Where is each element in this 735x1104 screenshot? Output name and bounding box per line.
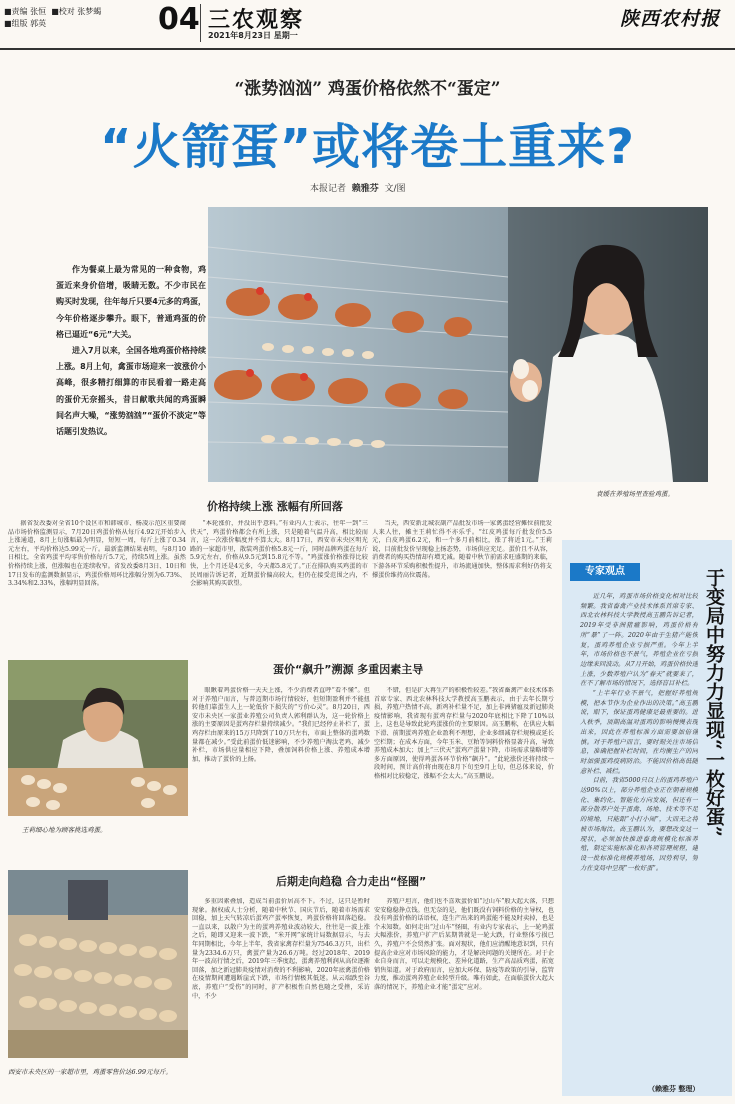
lead-paragraph: 进入7月以来，全国各地鸡蛋价格持续上涨。8月上旬，禽蛋市场迎来一波涨价小高峰，很多精打细算的市民看着一路走高的蛋价无奈摇头，昔日献歌共闻的鸡蛋瞬间名声大噪，“涨势汹汹”“蛋价不淡定”等话题引发热议。 [56, 346, 206, 437]
issue-date: 2021年8月23日 星期一 [208, 31, 298, 40]
lead-paragraph: 作为餐桌上最为常见的一种食物，鸡蛋近来身价倍增，吸睛无数。不少市民在购买时发现，往年每斤只要4元多的鸡蛋，今年价格逐步攀升。眼下，普通鸡蛋的价格已逼近“6元”大关。 [56, 265, 206, 339]
editor-credits [4, 6, 154, 30]
section-title: 价格持续上涨 涨幅有所回落 [207, 500, 343, 513]
article-column [8, 520, 186, 652]
expert-paragraph: 近几年，鸡蛋市场价格变化相对比较频繁。我省畜禽产业技术体系首席专家、西北农林科技大学教授高玉鹏告诉记者，2019年受非洲猪瘟影响，鸡蛋价格有所“暴”了一阵。2020年由于生猪产能恢复，蛋鸡养殖企业亏损严重。今年上半年，市场价格也不景气，养殖企业在亏损边缘来回波动。从7月开始，鸡蛋价格快速上涨，少数养殖户认为“春天”就要来了，在不了解市场的情况下，选择盲目补栏。 [580, 593, 698, 688]
kicker: “涨势汹汹” 鸡蛋价格依然不“蛋定” [234, 79, 501, 99]
editor-credit: ■校对 张梦蝎 [51, 7, 102, 16]
header-rule [0, 48, 735, 50]
editor-credit: ■组版 郭英 [4, 19, 47, 28]
vendor-illustration [8, 660, 188, 816]
article-text: 不错，但是扩大再生产的积极性较差。”我省畜禽产业技术体系首席专家、西北农林科技大学教授高玉鹏表示，由于去年长期亏损，养殖户热情不高，新鸡补栏量不足，加上非洲猪瘟及新冠肺炎疫情影响，我省现有蛋鸡存栏量与2020年底相比下降了10%以上，这也是导致此轮鸡蛋涨价的主要原因。高玉鹏称，在供应大幅下滑、前期蛋鸡养殖企业盈利不理想，企业多细减存栏规模或延长空栏期；在成本方面，今年玉米、豆粕等饲料价格显著升高，导致养殖成本加大；加上“三伏天”蛋鸡产蛋量下降，市场需求量略增等多方面原因，使得鸡蛋各环节价格“飙升”。“此轮涨价还将持续一段时间，预计高价将由现在8月下旬至9月上旬，但总体来说，价格相对比较稳定，涨幅不会太大。”高玉鹏说。 [374, 687, 554, 780]
expert-paragraph: “上半年行业不景气，把握好养殖规模，把本节作为企业作出的决策。”高玉鹏说，眼下，保证蛋鸡健康是最重要的。进入秋季，顶期高温对蛋鸡的影响慢慢表现出来，因此在养殖标准方面需要加倍谨慎。对于养殖户而言，要时刻关注市场信息，准确把握补栏时间，在均衡生产的同时加强蛋鸡疫病防治。不能因价格高低随意补栏、减栏。 [580, 690, 698, 775]
article-column [372, 520, 552, 652]
article-column [190, 520, 368, 652]
masthead-logo: 陕西农村报 [620, 8, 721, 30]
page-number: 04 [158, 2, 200, 37]
article-column [374, 687, 554, 859]
byline-prefix: 本报记者 [310, 184, 347, 194]
vendor-photo-caption: 王莉细心地为顾客挑选鸡蛋。 [22, 826, 107, 834]
main-photo-caption: 袁媛在养殖场里查验鸡蛋。 [596, 490, 674, 498]
article-text: 眼瞅着鸡蛋价格一天天上涨，不少消费者直呼“看不懂”。但对于养殖户而言，与普迈期市场行情较好，但短期盈利并不能扭转他们靠蛋生人上一轮低价下损失的“亏价心灵”。8月20日，西安市未央区一家蛋业养殖公司负责人郭利群认为，这一轮价格上涨的主要原因是蛋鸡存栏量持续减少。“我们已经停止补栏了，蛋鸡存栏由原来的15万只降到了10万只左右，市面上整体的蛋鸡数量都在减少。”受此前蛋价低迷影响，不少养殖户淘汰老鸡、减少补栏，市场供应量相应下降，叠加饲料价格上涨、养殖成本增加，推动了蛋价的上扬。 [192, 687, 370, 763]
article-column [374, 898, 554, 1096]
market-illustration [8, 870, 188, 1058]
main-photo [208, 207, 708, 482]
editor-credit: ■责编 张恒 [4, 7, 47, 16]
lead-paragraphs [56, 262, 206, 440]
article-text: 当天，西安新北城农副产品批发市场一家禽蛋经营摊位前批发人来人往，摊主王莉忙得不亦乐乎。“红皮鸡蛋每斤批发价5.5元，白皮鸡蛋6.2元，和一个多月前相比，涨了将近1元。”王莉说，目前批发价呈现稳上扬态势，市场供应充足。蛋价且不从容，消费者的购买热情却有增无减。随着中秋节前需求旺盛期的来临，下游各环节采购积极性提升，市场流通加快，整体需求利好仍将支撑蛋价维持高位震荡。 [372, 520, 552, 579]
header-divider [200, 4, 201, 42]
section-name: 三农观察 [208, 7, 305, 33]
expert-title: 于变局中努力力显现“一枚好蛋” [703, 568, 725, 837]
vendor-photo [8, 660, 188, 816]
byline-author: 赖雅芬 [351, 184, 379, 194]
market-photo [8, 870, 188, 1058]
byline-suffix: 文/图 [384, 184, 406, 194]
expert-paragraph: 目前，我省5000只以上的蛋鸡养殖户达90%以上，部分养殖企业正在朝着规模化、集约化、智能化方向发展，但还有一部分散养户处于蛋禽、场地、技术等不足的境地，只能跟“小打小闹”，大而无之将被市场淘汰。高玉鹏认为，要想改变这一现状，必须加快推进畜禽规模化标准养殖，制定实施标准化和各项管理规程，建设一批标准化规模养殖场，因势利导，努力在变局中呈现“一枚好蛋”。 [580, 777, 698, 872]
expert-tag: 专家观点 [570, 563, 640, 581]
expert-text [580, 592, 698, 1084]
market-photo-caption: 西安市未央区的一家超市里，鸡蛋零售价达6.99元每斤。 [8, 1068, 172, 1076]
farm-illustration [208, 207, 708, 482]
main-headline: “火箭蛋”或将卷土重来? [100, 119, 635, 175]
article-text: “本轮涨价，并没出乎意料。”有业内人士表示，往年一到“三伏天”，鸡蛋价格都会有所上涨，只是随着气温升高，相比较而言，这一次涨价幅度并不算太大。8月17日，西安市未央区明光路的一家超市里，散装鸡蛋价格5.8元一斤，同时品牌鸡蛋在每斤5.9元左右，价格从9.5元到15.8元不等。“鸡蛋涨价格涨得比较快，上个月还是4元多，今天都5.8元了。”正在排队购买鸡蛋的市民周丽告诉记者，近期蛋价偏高较大，但仍在接受范围之内，不会影响其购买欲望。 [190, 520, 368, 588]
article-text: 据省发改委对全省10个设区市和韩城市、杨凌示范区重要商品市场价格监测显示，7月20日鸡蛋价格从每斤4.92元开始步入上涨通道，8月上旬涨幅最为明显，短短一周，每斤上涨了0.34元左右，平均价格达5.99元一斤。最新监测结果表明，与8月10日相比，全省鸡蛋平均零售价格每斤5.7元，持续5周上涨。虽然价格持续上涨，但涨幅也在连续收窄。省发改委8月3日、10日和17日发布的监测数据显示，鸡蛋价格周环比涨幅分别为6.73%、3.34%和2.33%，涨幅明显回落。 [8, 520, 186, 588]
byline [310, 181, 406, 194]
article-text: 养殖户坦言，他们也不喜欢蛋价如“过山车”般大起大落，只想安安稳稳挣点钱。但无奈的是，他们既没有饲料价格的主导权，也没有鸡蛋价格的话语权，连生产出来的鸡蛋能不能及时卖掉，也是个未知数。如何走出“过山车”怪圈，有业内专家表示，上一轮鸡蛋大幅涨价，养殖户扩产后某期普就是一轮大跌，行业整体亏损已久，养殖户不会贸然扩张。面对现状，他们应清醒地意识到，只有提高企业应对市场风险的能力，才是解决问题的关键所在。对于企业自身而言，可以走规模化、差异化道路，生产高品质鸡蛋，拓宽销售渠道。对于政府而言，应加大环保、防疫等政策的引导，监管力度，推动蛋鸡养殖企业转型升级。唯有如此，在面临蛋价大起大落的情况下，养殖企业才能“蛋定”应对。 [374, 898, 554, 991]
article-column [192, 898, 370, 1096]
article-column [192, 687, 370, 859]
expert-signature: （赖雅芬 整理） [648, 1084, 700, 1093]
article-text: 多重因素叠加，造成当前蛋价居高不下。不过，这只是暂时现象。据权威人士分析，随着中秋节、国庆节后，随着市场需求回稳，加上天气转凉后蛋鸡产蛋率恢复，鸡蛋价格将回落趋稳。一直以来，以散户为主的蛋鸡养殖业波动较大，往往是一波上涨之后，随即又迎来一波下跌，“米开网”家统计局数据显示，与去年同期相比，今年上半年，我省家禽存栏量为7546.3万只，出栏量为2334.6万只，禽蛋产量为26.6万吨。经过2018年、2019年一波高行情之后，2019年三季度起，蛋禽养殖利润从高位逐渐回落，加之新冠肺炎疫情对消费的不利影响，2020年底禽蛋价格在疫情期间遭遇断崖式下跌，市场行情极其低迷。从云端跌至谷底，养殖户“受伤”的同时，扩产积极性自然也随之受挫，采访中，不少 [192, 898, 370, 1000]
section-title: 后期走向趋稳 合力走出“怪圈” [276, 875, 427, 888]
section-title: 蛋价“飙升”溯源 多重因素主导 [273, 663, 424, 676]
